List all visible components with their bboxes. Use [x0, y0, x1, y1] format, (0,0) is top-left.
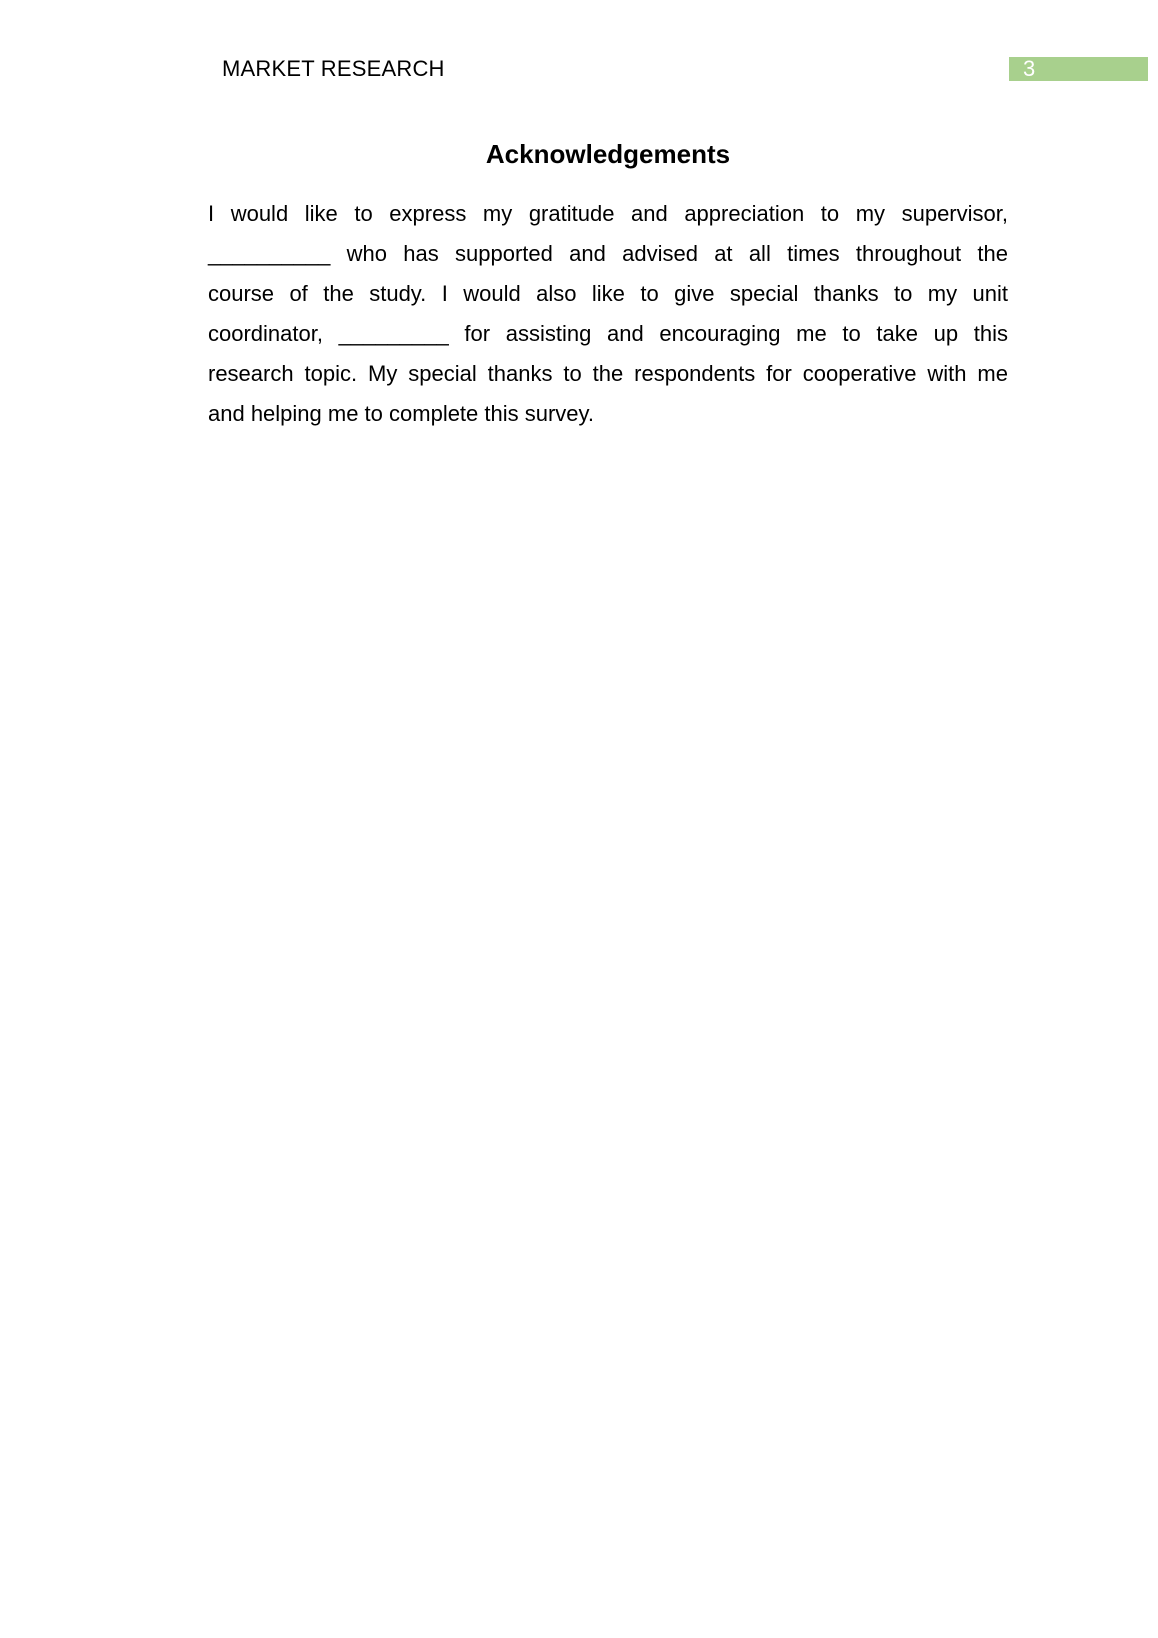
acknowledgement-paragraph: [208, 194, 1008, 434]
paragraph-line: research topic. My special thanks to the respondents for cooperative with me: [208, 361, 1008, 386]
section-title: Acknowledgements: [485, 139, 731, 169]
paragraph-line: coordinator, _________ for assisting and encouraging me to take up this: [208, 321, 1008, 346]
page-number: 3: [1023, 56, 1036, 81]
paragraph-line: course of the study. I would also like to give special thanks to my unit: [208, 281, 1008, 306]
page-number-band: [1009, 57, 1148, 81]
paragraph-line: I would like to express my gratitude and appreciation to my supervisor,: [208, 201, 1008, 226]
paragraph-line: and helping me to complete this survey.: [208, 401, 595, 426]
paragraph-line: __________ who has supported and advised at all times throughout the: [208, 241, 1008, 266]
running-header-title: MARKET RESEARCH: [222, 56, 445, 81]
